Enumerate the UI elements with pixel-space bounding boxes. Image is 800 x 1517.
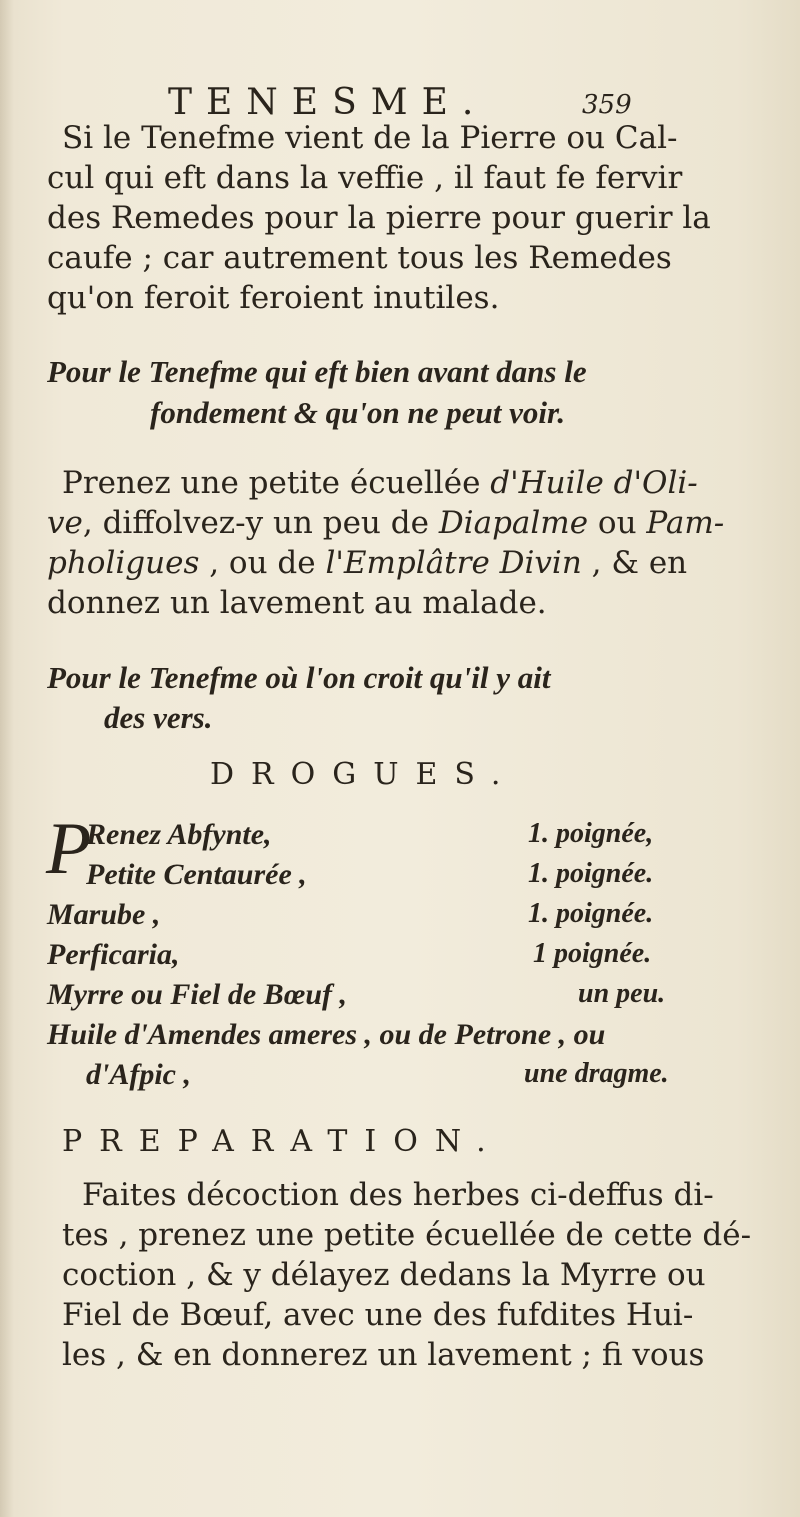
text-line: Faites décoction des herbes ci-deffus di- [82,1177,714,1213]
text-span: ou [588,505,647,541]
text-line: Si le Tenefme vient de la Pierre ou Cal- [62,120,678,156]
drop-cap: P [46,808,92,890]
text-line: les , & en donnerez un lavement ; fi vous [62,1337,705,1373]
text-line: des Remedes pour la pierre pour guerir la [47,200,711,236]
drug-quantity: une dragme. [524,1058,669,1089]
text-span: , diffolvez-y un peu de [82,505,439,541]
drug-quantity: un peu. [578,978,666,1009]
text-span: , ou de [199,545,326,581]
text-line: qu'on feroit feroient inutiles. [47,280,500,316]
drug-quantity: 1 poignée. [533,938,652,969]
drogues-title: DROGUES. [210,757,518,792]
text-span: Prenez une petite écuellée [62,465,491,501]
section-heading: Pour le Tenefme où l'on croit qu'il y ait [47,660,551,695]
drug-quantity: 1. poignée. [528,898,654,929]
italic-span: pholigues [47,545,200,581]
text-line: tes , prenez une petite écuellée de cette dé- [62,1217,752,1253]
section-heading: Pour le Tenefme qui eft bien avant dans le [47,354,587,389]
page-number: 359 [582,90,632,120]
running-header: TENESME. [168,82,488,123]
drug-name: Renez Abfynte, [86,818,272,851]
text-line: cul qui eft dans la veffie , il faut fe fervir [47,160,683,196]
italic-span: Pam- [646,505,725,541]
italic-span: l'Emplâtre Divin [325,545,582,581]
italic-span: ve [47,505,83,541]
text-line: donnez un lavement au malade. [47,585,547,621]
italic-span: Diapalme [438,505,589,541]
drug-name: Marube , [47,898,161,931]
text-line: caufe ; car autrement tous les Remedes [47,240,672,276]
italic-span: d'Huile d'Oli- [490,465,698,501]
text-line [47,505,725,541]
text-span: , & en [581,545,688,581]
drug-name: Perficaria, [47,938,180,971]
drug-name: Myrre ou Fiel de Bœuf , [47,978,347,1011]
drug-name: d'Afpic , [86,1058,191,1091]
drug-name: Huile d'Amendes ameres , ou de Petrone , ou [47,1018,606,1051]
page-edge-shadow [0,0,14,1517]
text-line [47,545,688,581]
text-line [62,465,698,501]
section-heading: des vers. [104,700,213,735]
drug-quantity: 1. poignée, [528,818,654,849]
drug-name: Petite Centaurée , [86,858,307,891]
section-heading: fondement & qu'on ne peut voir. [150,395,566,430]
text-line: Fiel de Bœuf, avec une des fufdites Hui- [62,1297,694,1333]
drug-quantity: 1. poignée. [528,858,654,889]
preparation-title: PREPARATION. [62,1124,503,1159]
text-line: coction , & y délayez dedans la Myrre ou [62,1257,706,1293]
